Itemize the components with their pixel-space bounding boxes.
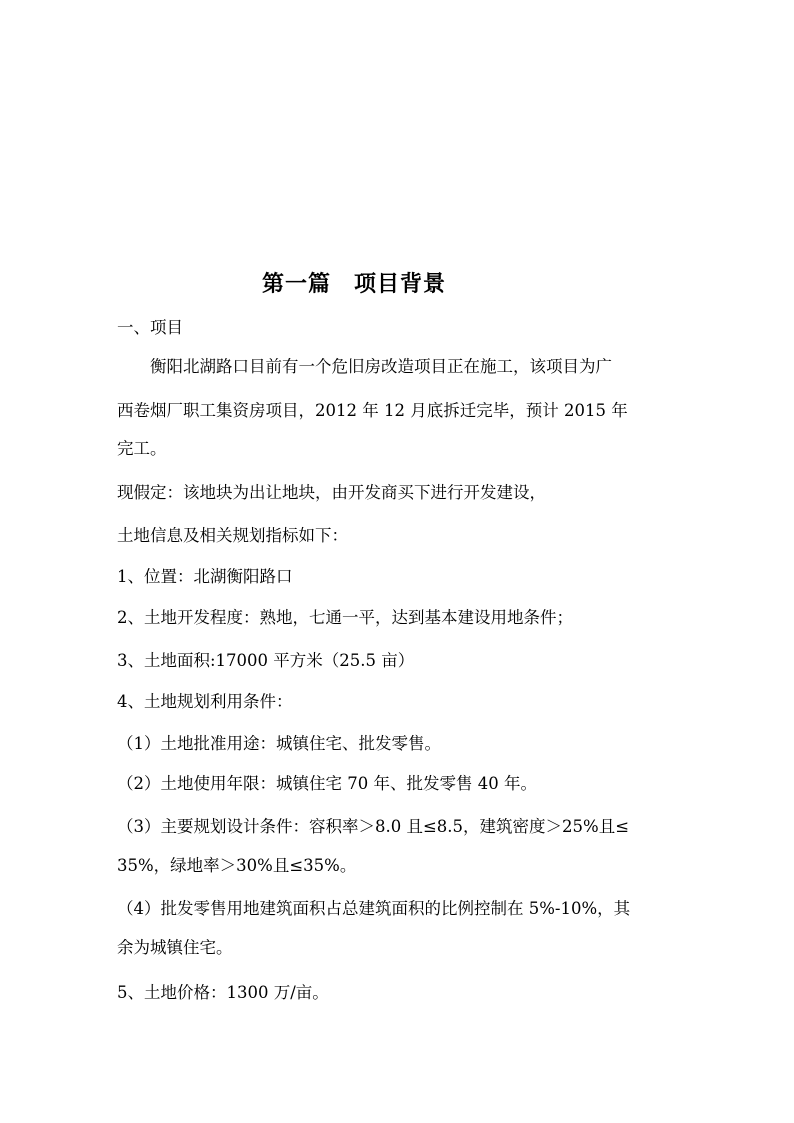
paragraph-line-2: 西卷烟厂职工集资房项目，2012 年 12 月底拆迁完毕，预计 2015 年 [117, 401, 628, 420]
chapter-title: 第一篇 项目背景 [262, 271, 447, 297]
sub-item-design-conditions-line-2: 35%，绿地率＞30%且≤35%。 [117, 856, 357, 875]
assumption-text: 现假定：该地块为出让地块，由开发商买下进行开发建设， [117, 483, 546, 502]
list-item-development-level: 2、土地开发程度：熟地，七通一平，达到基本建设用地条件； [117, 608, 573, 627]
land-info-intro: 土地信息及相关规划指标如下： [117, 526, 348, 545]
list-item-land-area: 3、土地面积:17000 平方米（25.5 亩） [117, 651, 415, 670]
section-heading: 一、项目 [117, 318, 183, 337]
sub-item-approved-use: （1）土地批准用途：城镇住宅、批发零售。 [117, 734, 441, 753]
sub-item-land-use-term: （2）土地使用年限：城镇住宅 70 年、批发零售 40 年。 [117, 774, 537, 793]
list-item-land-price: 5、土地价格：1300 万/亩。 [117, 983, 329, 1002]
paragraph-line-3: 完工。 [117, 439, 167, 458]
list-item-planning-conditions: 4、土地规划利用条件： [117, 692, 293, 711]
list-item-location: 1、位置：北湖衡阳路口 [117, 567, 293, 586]
sub-item-design-conditions-line-1: （3）主要规划设计条件：容积率＞8.0 且≤8.5，建筑密度＞25%且≤ [117, 817, 630, 836]
sub-item-retail-ratio-line-1: （4）批发零售用地建筑面积占总建筑面积的比例控制在 5%-10%，其 [117, 899, 631, 918]
paragraph-line-1: 衡阳北湖路口目前有一个危旧房改造项目正在施工，该项目为广 [150, 357, 612, 376]
sub-item-retail-ratio-line-2: 余为城镇住宅。 [117, 938, 233, 957]
